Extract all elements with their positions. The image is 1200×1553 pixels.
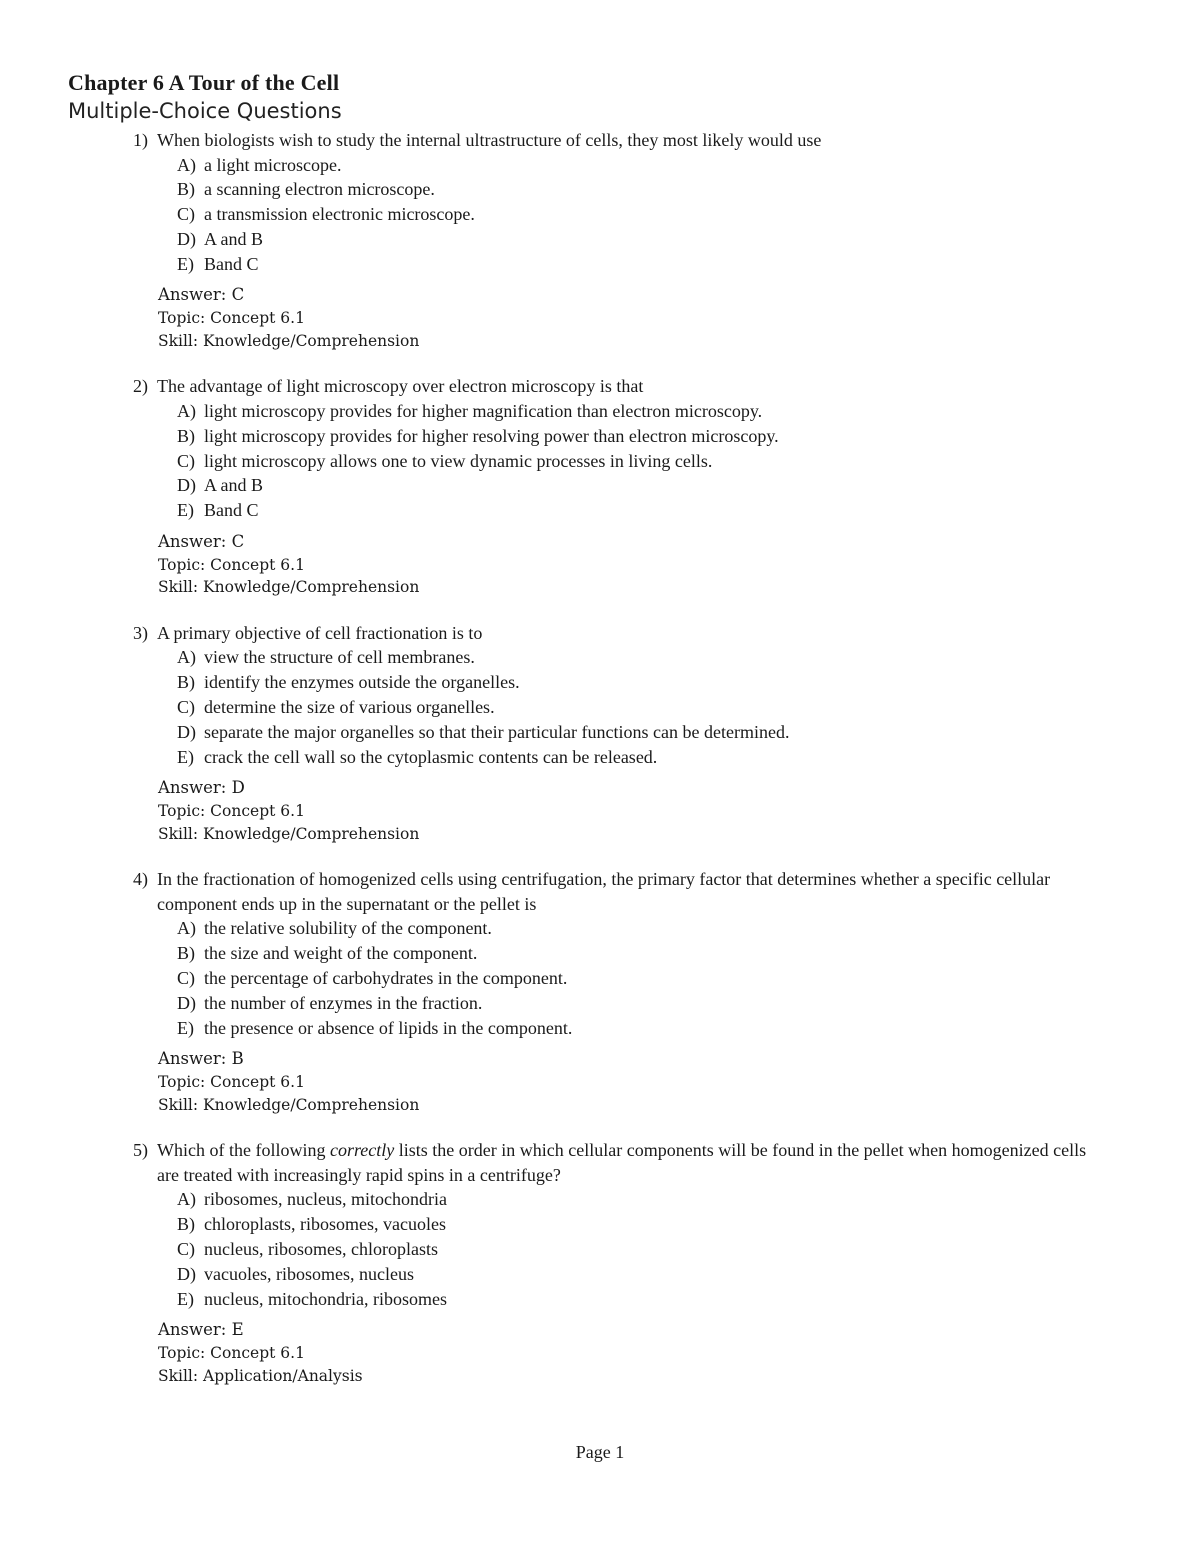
choice-text: view the structure of cell membranes. (204, 647, 475, 668)
choice-letter: C) (177, 204, 195, 225)
choice-text: a transmission electronic microscope. (204, 204, 475, 225)
choice-letter: D) (177, 475, 196, 496)
question-5 (0, 1138, 1200, 1387)
choice-text: a scanning electron microscope. (204, 179, 435, 200)
choice-letter: E) (177, 253, 194, 274)
choice-text: A and B (204, 475, 264, 496)
choice-list (0, 399, 1200, 523)
question-text: When biologists wish to study the internal ultrastructure of cells, they most likely would use (157, 130, 822, 150)
choice-text: nucleus, ribosomes, chloroplasts (204, 1239, 438, 1260)
choice-letter: D) (177, 992, 196, 1013)
question-number: 1) (133, 130, 148, 150)
choice-d (0, 473, 1200, 498)
choice-text: the size and weight of the component. (204, 943, 478, 964)
question-meta (0, 1046, 1200, 1116)
choice-letter: E) (177, 500, 194, 521)
choice-a (0, 645, 1200, 670)
choice-letter: D) (177, 721, 196, 742)
question-text-before: Which of the following (157, 1140, 330, 1161)
choice-e (0, 498, 1200, 523)
question-stem (0, 374, 1097, 399)
choice-text: ribosomes, nucleus, mitochondria (204, 1189, 447, 1210)
question-stem (0, 1138, 1097, 1187)
choice-letter: D) (177, 228, 196, 249)
question-meta (0, 282, 1200, 352)
choice-text: crack the cell wall so the cytoplasmic contents can be released. (204, 746, 658, 767)
choice-list (0, 1187, 1200, 1311)
question-text-emphasis: correctly (329, 1140, 395, 1161)
choice-letter: A) (177, 400, 196, 421)
choice-text: light microscopy allows one to view dynamic processes in living cells. (204, 450, 713, 471)
choice-letter: C) (177, 968, 195, 989)
choice-list (0, 153, 1200, 277)
question-stem (0, 621, 1097, 646)
choice-letter: A) (177, 154, 196, 175)
skill-line: Skill: Knowledge/Comprehension (158, 1095, 420, 1114)
choice-b (0, 670, 1200, 695)
choice-letter: A) (177, 647, 196, 668)
topic-line: Topic: Concept 6.1 (158, 309, 305, 328)
choice-b (0, 424, 1200, 449)
choice-text: Band C (204, 500, 259, 521)
question-number: 5) (133, 1140, 148, 1161)
choice-b (0, 1212, 1200, 1237)
answer-line: Answer: B (158, 1049, 244, 1069)
choice-letter: B) (177, 179, 195, 200)
question-number: 4) (133, 869, 148, 890)
question-2 (0, 374, 1200, 598)
choice-letter: E) (177, 746, 194, 767)
choice-e (0, 252, 1200, 277)
choice-b (0, 941, 1200, 966)
choice-text: A and B (204, 228, 264, 249)
choice-letter: A) (177, 918, 196, 939)
topic-line: Topic: Concept 6.1 (158, 802, 305, 821)
question-text-after: lists the order in which cellular components will be found in the pellet when homogenized cells are treated with increasingly rapid spins in a centrifuge? (157, 1140, 1087, 1185)
question-text: In the fractionation of homogenized cells using centrifugation, the primary factor that determines whether a specific cellular component ends up in the supernatant or the pellet is (157, 869, 1051, 914)
choice-e (0, 745, 1200, 770)
answer-line: Answer: C (158, 285, 245, 305)
choice-letter: B) (177, 943, 195, 964)
choice-c (0, 966, 1200, 991)
choice-c (0, 202, 1200, 227)
choice-letter: C) (177, 697, 195, 718)
choice-text: light microscopy provides for higher magnification than electron microscopy. (204, 400, 763, 421)
choice-text: chloroplasts, ribosomes, vacuoles (204, 1214, 446, 1235)
choice-list (0, 645, 1200, 769)
choice-text: the number of enzymes in the fraction. (204, 992, 483, 1013)
question-stem (0, 128, 1097, 153)
choice-e (0, 1016, 1200, 1041)
choice-text: nucleus, mitochondria, ribosomes (204, 1288, 447, 1309)
choice-letter: B) (177, 672, 195, 693)
question-1 (0, 128, 1200, 352)
topic-line: Topic: Concept 6.1 (158, 1073, 305, 1092)
question-number: 3) (133, 622, 148, 643)
question-list (0, 128, 1200, 1409)
choice-letter: B) (177, 425, 195, 446)
choice-letter: C) (177, 1239, 195, 1260)
choice-text: separate the major organelles so that their particular functions can be determined. (204, 721, 790, 742)
choice-c (0, 1237, 1200, 1262)
chapter-title: Chapter 6 A Tour of the Cell (68, 70, 340, 95)
question-text: A primary objective of cell fractionation is to (157, 622, 483, 643)
choice-text: Band C (204, 253, 259, 274)
choice-letter: D) (177, 1263, 196, 1284)
choice-b (0, 177, 1200, 202)
choice-text: the relative solubility of the component. (204, 918, 492, 939)
choice-letter: B) (177, 1214, 195, 1235)
choice-text: light microscopy provides for higher resolving power than electron microscopy. (204, 425, 779, 446)
choice-a (0, 399, 1200, 424)
choice-c (0, 449, 1200, 474)
question-number: 2) (133, 376, 148, 397)
answer-line: Answer: D (158, 778, 245, 798)
answer-line: Answer: E (158, 1320, 244, 1340)
section-title: Multiple-Choice Questions (68, 99, 342, 123)
question-4 (0, 867, 1200, 1116)
choice-text: determine the size of various organelles. (204, 697, 495, 718)
choice-c (0, 695, 1200, 720)
choice-letter: E) (177, 1288, 194, 1309)
choice-text: the presence or absence of lipids in the component. (204, 1017, 573, 1038)
choice-d (0, 720, 1200, 745)
skill-line: Skill: Knowledge/Comprehension (158, 824, 420, 843)
topic-line: Topic: Concept 6.1 (158, 555, 305, 574)
choice-a (0, 153, 1200, 178)
choice-a (0, 1187, 1200, 1212)
choice-d (0, 991, 1200, 1016)
skill-line: Skill: Application/Analysis (158, 1366, 363, 1385)
choice-list (0, 916, 1200, 1040)
choice-letter: C) (177, 450, 195, 471)
choice-d (0, 1262, 1200, 1287)
skill-line: Skill: Knowledge/Comprehension (158, 578, 420, 597)
choice-text: identify the enzymes outside the organelles. (204, 672, 520, 693)
choice-e (0, 1287, 1200, 1312)
choice-d (0, 227, 1200, 252)
question-meta (0, 775, 1200, 845)
page-number: Page 1 (575, 1442, 625, 1462)
skill-line: Skill: Knowledge/Comprehension (158, 331, 420, 350)
answer-line: Answer: C (158, 531, 245, 551)
choice-text: a light microscope. (204, 154, 342, 175)
question-text: The advantage of light microscopy over electron microscopy is that (157, 376, 644, 397)
choice-text: the percentage of carbohydrates in the component. (204, 968, 568, 989)
question-meta (0, 1317, 1200, 1387)
choice-text: vacuoles, ribosomes, nucleus (204, 1263, 414, 1284)
question-3 (0, 621, 1200, 845)
choice-letter: E) (177, 1017, 194, 1038)
topic-line: Topic: Concept 6.1 (158, 1344, 305, 1363)
question-meta (0, 529, 1200, 599)
question-stem (0, 867, 1097, 916)
choice-letter: A) (177, 1189, 196, 1210)
choice-a (0, 916, 1200, 941)
